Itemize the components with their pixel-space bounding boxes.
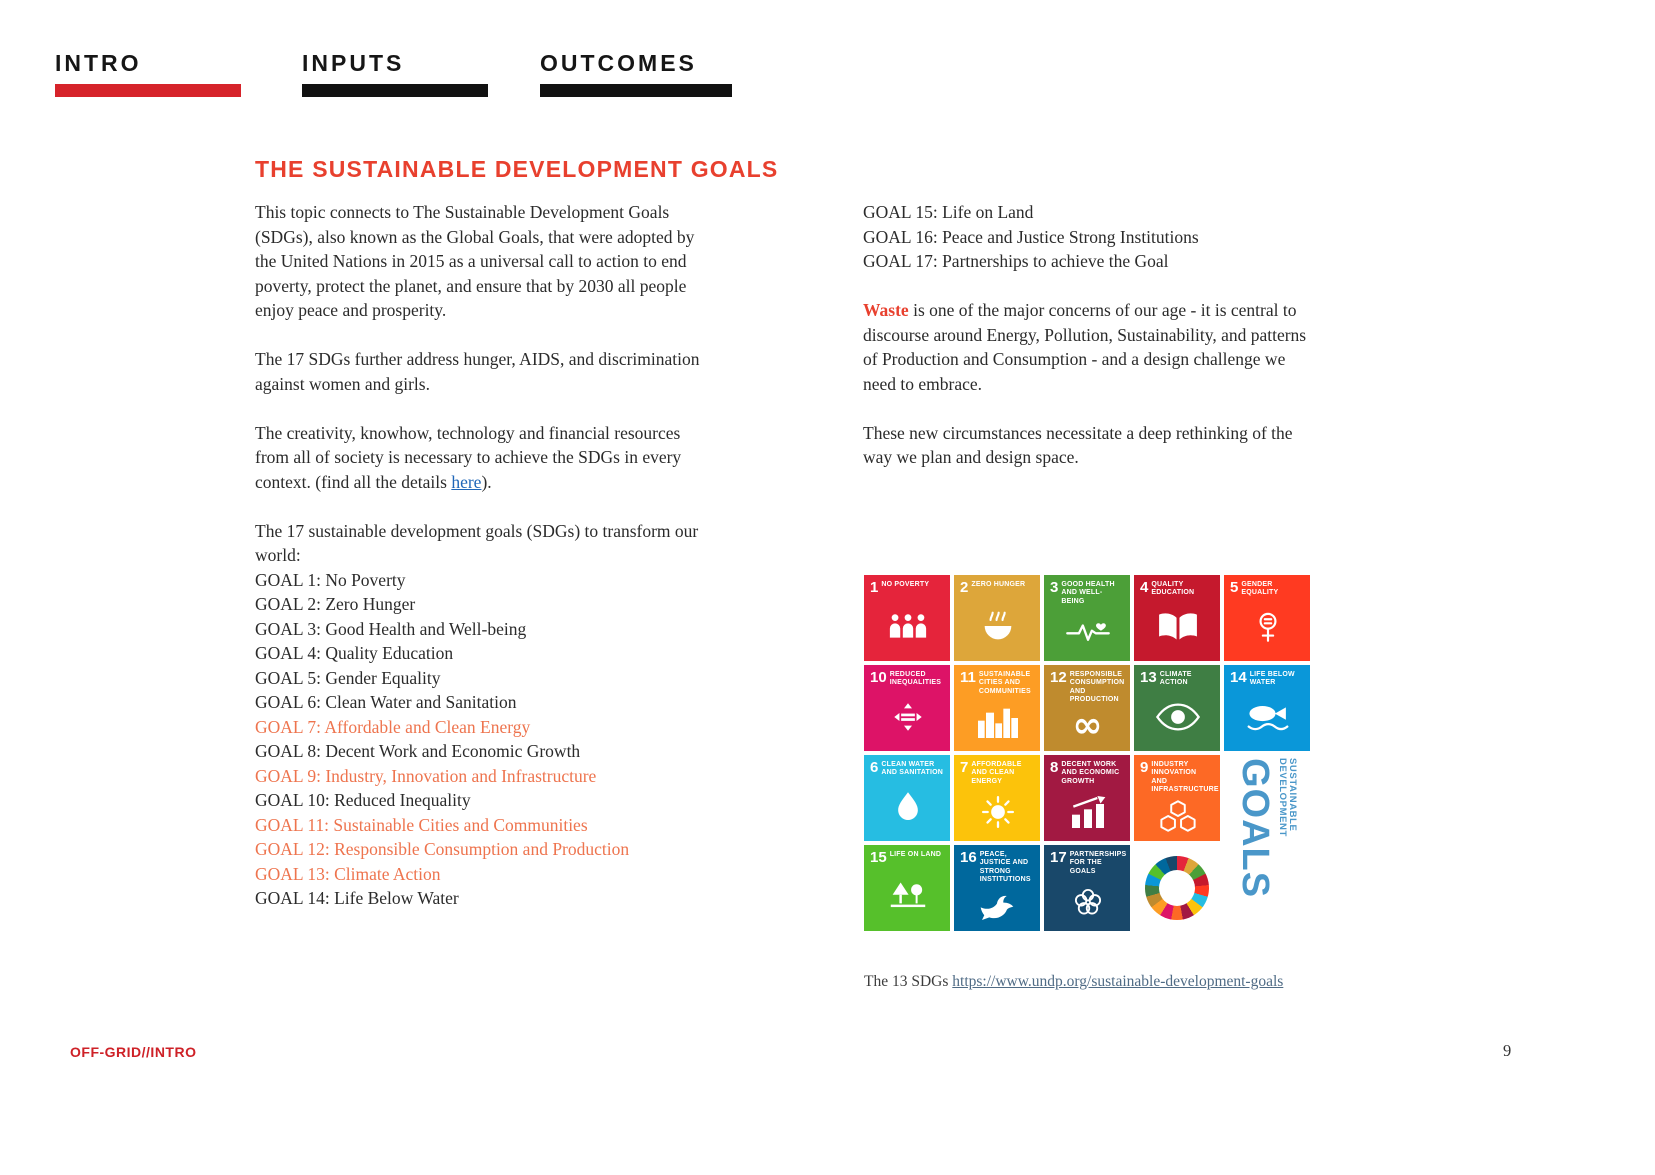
paragraph-sdg-intro: This topic connects to The Sustainable Development Goals (SDGs), also known as the Global Goals, that were adopted by the United Nations in 2015 as a universal call to action to end poverty, protect the planet, and ensure that by 2030 all people enjoy peace and prosperity.	[255, 202, 695, 320]
sdg-tile-header	[1140, 759, 1219, 795]
right-column	[863, 200, 1315, 494]
sdg-tile-label: PARTNERSHIPS FOR THE GOALS	[1069, 851, 1127, 875]
sdg-tile-number: 16	[960, 849, 977, 866]
goal-item-14: GOAL 14: Life Below Water	[255, 888, 459, 908]
wheel-hole	[1159, 870, 1195, 906]
sdg-tile-16	[954, 845, 1040, 931]
paragraph-rethinking: These new circumstances necessitate a deep rethinking of the way we plan and design space.	[863, 422, 1293, 467]
sdg-tile-number: 17	[1050, 849, 1067, 866]
sdg-tile-number: 7	[960, 759, 969, 776]
sdg-color-wheel-icon	[1145, 856, 1209, 920]
page-title: THE SUSTAINABLE DEVELOPMENT GOALS	[255, 156, 779, 182]
goal-item-9: GOAL 9: Industry, Innovation and Infrastructure	[255, 765, 597, 786]
sdg-tile-number: 2	[960, 579, 969, 596]
sdg-wheel-tile	[1134, 845, 1220, 931]
sdg-grid	[864, 575, 1310, 931]
sdg-tile-label: CLEAN WATER AND SANITATION	[881, 761, 943, 777]
sdg-tile-label: NO POVERTY	[881, 581, 930, 588]
sdg-tile-header	[1050, 850, 1125, 876]
paragraph-creativity-tail: ).	[481, 471, 492, 492]
paragraph-sdg-further: The 17 SDGs further address hunger, AIDS, and discrimination against women and girls.	[255, 349, 700, 394]
sdg-tile-11	[954, 665, 1040, 751]
tab-inputs-label: INPUTS	[302, 50, 405, 76]
sdg-tile-number: 15	[870, 849, 887, 866]
sdg-tile-header	[870, 580, 945, 595]
sdg-tile-label: REDUCED INEQUALITIES	[889, 671, 942, 687]
flower-wheel-icon	[1050, 876, 1125, 927]
tab-outcomes-underline	[540, 84, 732, 97]
tab-intro[interactable]	[55, 50, 241, 97]
goal-item-5: GOAL 5: Gender Equality	[255, 667, 441, 688]
sdg-tile-8	[1044, 755, 1130, 841]
sdg-tile-label: LIFE BELOW WATER	[1249, 671, 1295, 687]
sdg-tile-13	[1134, 665, 1220, 751]
book-icon	[1140, 598, 1215, 657]
caption-link[interactable]: https://www.undp.org/sustainable-development-goals	[952, 973, 1284, 990]
sdg-tile-number: 8	[1050, 759, 1059, 776]
tab-outcomes-label: OUTCOMES	[540, 50, 697, 76]
sdg-tile-header	[1230, 580, 1305, 598]
left-goal-list	[255, 568, 707, 911]
sdg-tile-header	[870, 760, 945, 778]
tab-intro-label: INTRO	[55, 50, 142, 76]
sdg-logo-goals-text: GOALS	[1233, 758, 1276, 899]
sdg-logo-tile	[1224, 755, 1310, 931]
dove-icon	[960, 885, 1035, 927]
waste-keyword: Waste	[863, 300, 909, 320]
sdg-tile-number: 10	[870, 669, 887, 686]
sdg-tile-number: 11	[960, 669, 976, 686]
left-column	[255, 200, 707, 911]
sdg-tile-label: CLIMATE ACTION	[1159, 671, 1192, 687]
goal-item-7: GOAL 7: Affordable and Clean Energy	[255, 716, 531, 737]
sdg-logo-small-text: SUSTAINABLE DEVELOPMENT	[1276, 758, 1299, 837]
tab-outcomes[interactable]	[540, 50, 732, 97]
sdg-tile-header	[870, 850, 945, 865]
goal-item-1: GOAL 1: No Poverty	[255, 569, 406, 590]
growth-chart-icon	[1050, 786, 1125, 837]
caption-text: The 13 SDGs	[864, 973, 953, 990]
sdg-tile-header	[1050, 670, 1125, 705]
paragraph-waste-text: is one of the major concerns of our age - it is central to discourse around Energy, Pollution, Sustainability, and patterns of Production and Consumption - and a design challenge we need to embrace.	[863, 300, 1307, 394]
goal-item-6: GOAL 6: Clean Water and Sanitation	[255, 692, 517, 712]
infinity-icon: ∞	[1072, 704, 1103, 746]
sdg-tile-14	[1224, 665, 1310, 751]
sdg-tile-number: 4	[1140, 579, 1149, 596]
paragraph-creativity-text: The creativity, knowhow, technology and financial resources from all of society is necessary to achieve the SDGs in every context. (find all the details	[255, 422, 682, 492]
family-icon	[870, 595, 945, 657]
heartbeat-icon	[1050, 606, 1125, 657]
sdg-tile-5	[1224, 575, 1310, 661]
eye-globe-icon	[1140, 688, 1215, 747]
sdg-tile-label: GENDER EQUALITY	[1241, 581, 1279, 597]
sdg-tile-header	[870, 670, 945, 688]
sun-icon	[960, 786, 1035, 837]
sdg-tile-3	[1044, 575, 1130, 661]
sdg-tile-label: LIFE ON LAND	[889, 851, 942, 858]
sdg-tile-2	[954, 575, 1040, 661]
sdg-tile-label: PEACE, JUSTICE AND STRONG INSTITUTIONS	[979, 851, 1031, 884]
right-goal-list	[863, 200, 1315, 274]
paragraph-creativity	[255, 421, 707, 495]
gender-equality-icon	[1230, 598, 1305, 657]
here-link[interactable]: here	[451, 471, 482, 492]
goals-list-intro: The 17 sustainable development goals (SDGs) to transform our world:	[255, 520, 699, 565]
fish-icon	[1230, 688, 1305, 747]
paragraph-waste	[863, 298, 1315, 396]
sdg-tile-label: GOOD HEALTH AND WELL-BEING	[1061, 581, 1115, 605]
goal-item-13: GOAL 13: Climate Action	[255, 863, 441, 884]
goal-item-2: GOAL 2: Zero Hunger	[255, 594, 416, 614]
goal-item-10: GOAL 10: Reduced Inequality	[255, 790, 471, 810]
sdg-tile-4	[1134, 575, 1220, 661]
sdg-tile-9	[1134, 755, 1220, 841]
goal-item-11: GOAL 11: Sustainable Cities and Communities	[255, 814, 588, 835]
sdg-tile-number: 12	[1050, 669, 1067, 686]
sdg-tile-label: QUALITY EDUCATION	[1151, 581, 1195, 597]
sdg-tile-label: SUSTAINABLE CITIES AND COMMUNITIES	[978, 671, 1031, 695]
sdg-tile-label: ZERO HUNGER	[971, 581, 1026, 588]
bowl-icon	[960, 595, 1035, 657]
sdg-tile-label: RESPONSIBLE CONSUMPTION AND PRODUCTION	[1069, 671, 1125, 704]
sdg-tile-header	[960, 580, 1035, 595]
sdg-tile-header	[960, 850, 1035, 885]
sdg-tile-number: 9	[1140, 759, 1149, 776]
sdg-tile-header	[960, 670, 1035, 696]
sdg-tile-number: 13	[1140, 669, 1157, 686]
goal-item-15: GOAL 15: Life on Land	[863, 202, 1034, 222]
sdg-tile-header	[1050, 760, 1125, 786]
sdg-logo	[1227, 758, 1307, 928]
sdg-tile-number: 14	[1230, 669, 1247, 686]
sdg-tile-label: INDUSTRY INNOVATION AND INFRASTRUCTURE	[1151, 761, 1219, 794]
sdg-tile-10	[864, 665, 950, 751]
sdg-tile-header	[960, 760, 1035, 786]
sdg-tile-header	[1230, 670, 1305, 688]
goal-item-8: GOAL 8: Decent Work and Economic Growth	[255, 741, 581, 761]
sdg-tile-label: DECENT WORK AND ECONOMIC GROWTH	[1061, 761, 1120, 785]
sdg-tile-header	[1140, 580, 1215, 598]
sdg-tile-7	[954, 755, 1040, 841]
tree-icon	[870, 865, 945, 927]
goal-item-17: GOAL 17: Partnerships to achieve the Goal	[863, 251, 1169, 271]
sdg-tile-15	[864, 845, 950, 931]
sdg-tile-number: 6	[870, 759, 879, 776]
sdg-tile-number: 1	[870, 579, 879, 596]
sdg-tile-number: 3	[1050, 579, 1059, 596]
sdg-tile-12	[1044, 665, 1130, 751]
water-drop-icon	[870, 778, 945, 837]
footer-doc-label: OFF-GRID//INTRO	[70, 1044, 197, 1060]
goal-item-16: GOAL 16: Peace and Justice Strong Institutions	[863, 226, 1199, 247]
sdg-tile-6	[864, 755, 950, 841]
goal-item-3: GOAL 3: Good Health and Well-being	[255, 618, 527, 639]
tab-intro-underline	[55, 84, 241, 97]
sdg-tile-header	[1140, 670, 1215, 688]
tab-inputs-underline	[302, 84, 488, 97]
sdg-tile-number: 5	[1230, 579, 1239, 596]
sdg-tile-label: AFFORDABLE AND CLEAN ENERGY	[971, 761, 1022, 785]
grid-caption	[864, 973, 1283, 991]
sdg-tile-header	[1050, 580, 1125, 606]
sdg-tile-17	[1044, 845, 1130, 931]
page-number: 9	[1503, 1041, 1512, 1060]
tab-inputs[interactable]	[302, 50, 488, 97]
equality-arrows-icon	[870, 688, 945, 747]
goal-item-12: GOAL 12: Responsible Consumption and Production	[255, 839, 630, 859]
cubes-icon	[1140, 795, 1215, 837]
city-icon	[960, 696, 1035, 747]
goal-item-4: GOAL 4: Quality Education	[255, 643, 454, 663]
sdg-tile-1	[864, 575, 950, 661]
